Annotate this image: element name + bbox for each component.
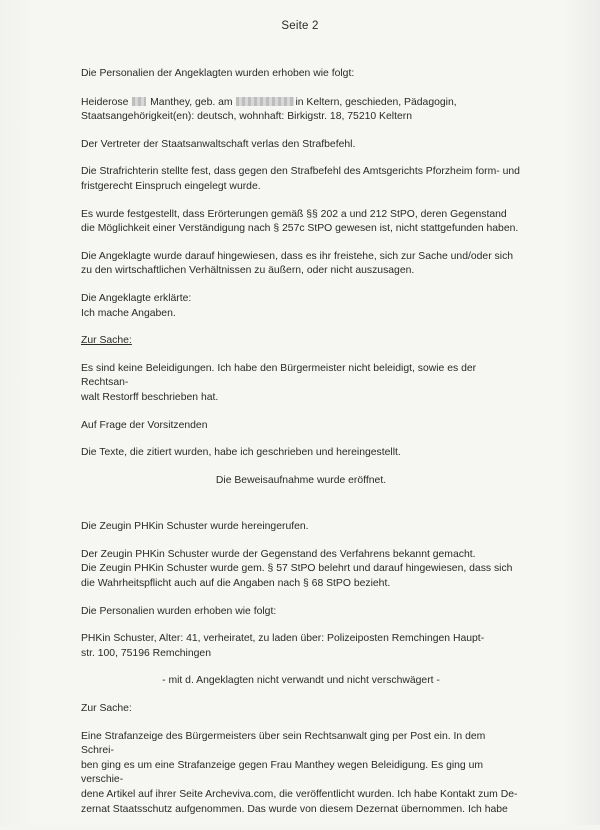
paragraph-line: PHKin Schuster, Alter: 41, verheiratet, zu laden über: Polizeiposten Remchingen Haupt- (81, 633, 485, 645)
paragraph-line: Die Strafrichterin stellte fest, dass gegen den Strafbefehl des Amtsgerichts Pforzheim form- und (81, 166, 520, 178)
zur-sache-heading-2: Zur Sache: (81, 703, 132, 715)
angeklagte-line-2: Staatsangehörigkeit(en): deutsch, wohnhaft: Birkigstr. 18, 75210 Keltern (81, 111, 412, 123)
aussage-paragraph (81, 362, 521, 406)
zeugin-aussage-paragraph (81, 730, 521, 818)
richterin-paragraph (81, 165, 521, 194)
texte-paragraph: Die Texte, die zitiert wurden, habe ich geschrieben und hereingestellt. (81, 447, 401, 459)
paragraph-line: Die Angeklagte wurde darauf hingewiesen, dass es ihr freistehe, sich zur Sache und/oder sich (81, 250, 514, 262)
redaction-mark (132, 97, 146, 106)
paragraph-line: Der Zeugin PHKin Schuster wurde der Gegenstand des Verfahrens bekannt gemacht. (81, 548, 476, 560)
paragraph-line: zu den wirtschaftlichen Verhältnissen zu äußern, oder nicht auszusagen. (81, 265, 415, 277)
paragraph-line: dene Artikel auf ihrer Seite Archeviva.com, die veröffentlicht wurden. Ich habe Kontakt zum De- (81, 789, 518, 800)
frage-paragraph: Auf Frage der Vorsitzenden (81, 419, 208, 431)
paragraph-line: Es sind keine Beleidigungen. Ich habe den Bürgermeister nicht beleidigt, sowie es der Rechtsan- (81, 362, 477, 389)
angeklagte-birthplace: in Keltern, geschieden, Pädagogin, (295, 96, 457, 108)
personalien-zeugin-intro: Die Personalien wurden erhoben wie folgt: (81, 605, 277, 617)
paragraph-line: Ich mache Angaben. (81, 307, 176, 319)
eroerterung-paragraph (81, 208, 521, 237)
zeugin-personalien-paragraph (81, 632, 521, 661)
page-number: Seite 2 (281, 20, 319, 32)
paragraph-line: Eine Strafanzeige des Bürgermeisters über sein Rechtsanwalt ging per Post ein. In dem Schrei- (81, 730, 486, 757)
personalien-intro: Die Personalien der Angeklagten wurden erhoben wie folgt: (81, 68, 355, 79)
zeugin-belehrung-paragraph (81, 548, 521, 592)
paragraph-line: Die Angeklagte erklärte: (81, 292, 192, 304)
staatsanwalt-paragraph: Der Vertreter der Staatsanwaltschaft verlas den Strafbefehl. (81, 138, 356, 150)
zur-sache-heading: Zur Sache: (81, 335, 132, 347)
verwandt-line: - mit d. Angeklagten nicht verwandt und nicht verschwägert - (162, 675, 440, 687)
angeklagte-first-name: Heiderose (81, 96, 129, 108)
paragraph-line: Es wurde festgestellt, dass Erörterungen gemäß §§ 202 a und 212 StPO, deren Gegenstand (81, 208, 507, 220)
erklaerung-paragraph (81, 292, 521, 321)
angeklagte-surname: Manthey, geb. am (150, 96, 233, 108)
zeugin-gerufen-paragraph: Die Zeugin PHKin Schuster wurde hereingerufen. (81, 521, 309, 533)
document-body (81, 67, 521, 830)
paragraph-line: die Wahrheitspflicht auch auf die Angaben nach § 68 StPO bezieht. (81, 578, 391, 590)
hinweis-paragraph (81, 250, 521, 279)
paragraph-line: str. 100, 75196 Remchingen (81, 647, 211, 659)
paragraph-line: ben ging es um eine Strafanzeige gegen Frau Manthey wegen Beleidigung. Es ging um verschie- (81, 759, 484, 786)
paragraph-line: Die Zeugin PHKin Schuster wurde gem. § 57 StPO belehrt und darauf hingewiesen, dass sich (81, 563, 513, 575)
paragraph-line: fristgerecht Einspruch eingelegt wurde. (81, 180, 261, 192)
angeklagte-personalien (81, 96, 521, 125)
beweisaufnahme-line: Die Beweisaufnahme wurde eröffnet. (215, 474, 387, 486)
paragraph-line: die Möglichkeit einer Verständigung nach § 257c StPO gewesen ist, nicht stattgefunden haben. (81, 223, 519, 235)
redaction-mark (236, 97, 294, 106)
paragraph-line: zernat Staatsschutz aufgenommen. Das wurde von diesem Dezernat übernommen. Ich habe (81, 803, 508, 815)
paragraph-line: walt Restorff beschrieben hat. (81, 391, 219, 403)
